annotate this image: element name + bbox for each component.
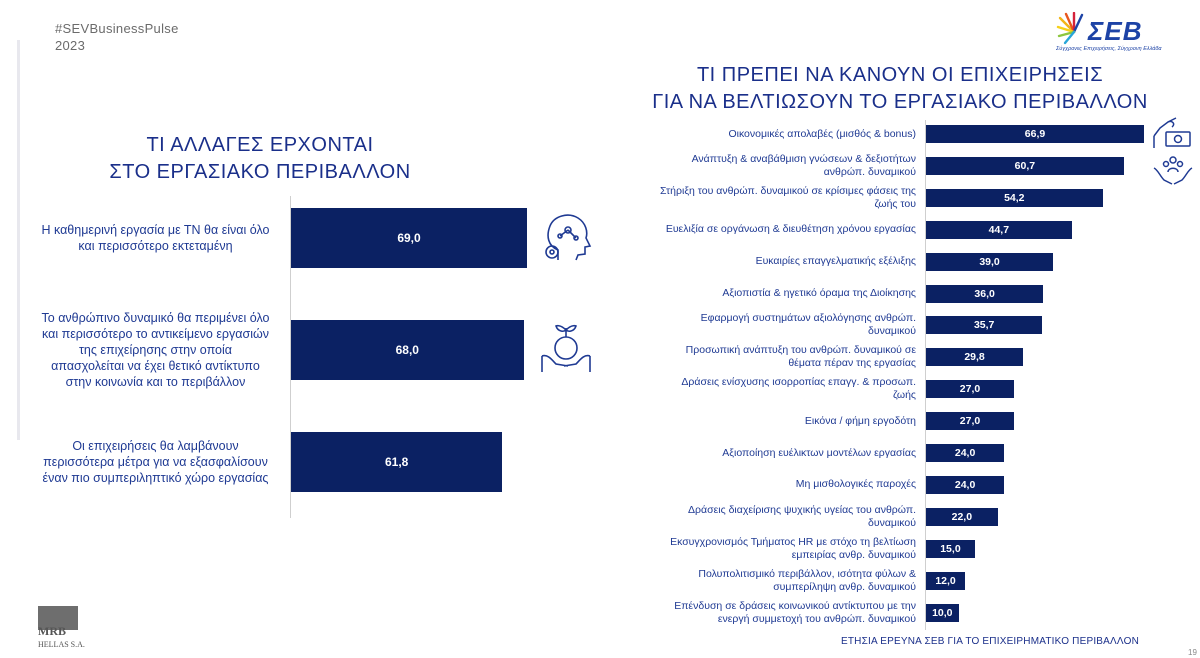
right-category-label-13 <box>641 536 916 562</box>
right-chart-title <box>620 62 1180 116</box>
right-bar-0 <box>926 125 1144 143</box>
left-category-line: Η καθημερινή εργασία με ΤΝ θα είναι όλο <box>41 223 270 237</box>
right-bar-5 <box>926 285 1043 303</box>
right-bar-value-9: 27,0 <box>959 415 981 428</box>
left-category-line: Οι επιχειρήσεις θα λαμβάνουν <box>72 439 239 453</box>
ai-head-icon <box>538 208 594 264</box>
right-category-label-1 <box>641 153 916 179</box>
right-category-line: Αξιοπιστία & ηγετικό όραμα της Διοίκησης <box>722 287 916 299</box>
right-category-line: Αξιοποίηση ευέλικτων μοντέλων εργασίας <box>722 446 916 459</box>
left-bar-1 <box>291 320 524 380</box>
left-category-line: της επιχείρησης στην οποία <box>78 343 232 357</box>
right-bar-value-0: 66,9 <box>1024 128 1046 140</box>
right-category-label-4 <box>641 255 916 268</box>
right-bar-9 <box>926 412 1014 430</box>
right-bar-15 <box>926 604 959 622</box>
hashtag-text: #SEVBusinessPulse <box>55 21 179 36</box>
right-category-line: Δράσεις διαχείρισης ψυχικής υγείας του ανθρώπ. <box>688 503 916 516</box>
left-bar-value-1: 68,0 <box>395 343 419 357</box>
right-bar-value-14: 12,0 <box>935 574 956 587</box>
right-category-line: Μη μισθολογικές παροχές <box>795 478 916 491</box>
right-category-label-5 <box>641 287 916 300</box>
left-category-label-0 <box>28 222 283 254</box>
right-category-line: εμπειρίας ανθρ. δυναμικού <box>791 548 916 561</box>
page-number: 19 <box>1188 648 1197 657</box>
right-category-line: Ανάπτυξη & αναβάθμιση γνώσεων & δεξιοτήτων <box>691 152 916 165</box>
year-text: 2023 <box>55 38 86 53</box>
right-category-label-0 <box>641 128 916 141</box>
right-bar-2 <box>926 189 1103 207</box>
sev-logo-tagline: Σύγχρονες Επιχειρήσεις, Σύγχρονη Ελλάδα <box>1056 46 1162 52</box>
right-bar-value-12: 22,0 <box>951 510 973 523</box>
left-category-line: και περισσότερο εκτεταμένη <box>78 239 233 253</box>
right-category-line: Εκσυγχρονισμός Τμήματος HR με στόχο τη βελτίωση <box>670 535 916 548</box>
plant-hands-icon <box>538 316 594 376</box>
right-bar-value-7: 29,8 <box>964 351 985 364</box>
right-category-line: Ευκαιρίες επαγγελματικής εξέλιξης <box>755 255 916 268</box>
right-bar-3 <box>926 221 1072 239</box>
left-bar-2 <box>291 432 502 492</box>
right-bar-value-10: 24,0 <box>954 447 976 459</box>
right-bar-value-5: 36,0 <box>974 287 995 300</box>
left-edge-bar <box>17 40 20 440</box>
people-hands-icon <box>1152 152 1194 188</box>
right-bar-value-2: 54,2 <box>1004 191 1025 204</box>
right-category-line: συμπερίληψη ανθρ. δυναμικού <box>773 580 916 593</box>
left-category-line: έναν πιο συμπεριληπτικό χώρο εργασίας <box>42 471 269 485</box>
right-bar-value-13: 15,0 <box>940 542 961 555</box>
right-title-line1: ΤΙ ΠΡΕΠΕΙ ΝΑ ΚΑΝΟΥΝ ΟΙ ΕΠΙΧΕΙΡΗΣΕΙΣ <box>696 64 1104 86</box>
left-chart-title <box>90 132 430 186</box>
right-bar-14 <box>926 572 965 590</box>
left-category-label-2 <box>28 438 283 486</box>
left-title-line2: ΣΤΟ ΕΡΓΑΣΙΑΚΟ ΠΕΡΙΒΑΛΛΟΝ <box>109 161 411 183</box>
left-category-line: Το ανθρώπινο δυναμικό θα περιμένει όλο <box>41 311 270 325</box>
right-category-label-2 <box>641 185 916 211</box>
right-category-line: Δράσεις ενίσχυσης ισορροπίας επαγγ. & προσωπ. <box>681 376 916 389</box>
right-bar-4 <box>926 253 1053 271</box>
right-category-line: Εφαρμογή συστημάτων αξιολόγησης ανθρώπ. <box>700 312 916 325</box>
right-category-line: Οικονομικές απολαβές (μισθός & bonus) <box>728 127 916 140</box>
mrb-logo-text: MRB <box>38 624 66 638</box>
hashtag-block <box>55 20 179 54</box>
right-category-label-6 <box>641 312 916 338</box>
right-category-line: Προσωπική ανάπτυξη του ανθρώπ. δυναμικού σε <box>685 344 916 357</box>
right-title-line2: ΓΙΑ ΝΑ ΒΕΛΤΙΩΣΟΥΝ ΤΟ ΕΡΓΑΣΙΑΚΟ ΠΕΡΙΒΑΛΛΟΝ <box>652 91 1148 113</box>
left-category-line: στην κοινωνία και το περιβάλλον <box>65 375 246 389</box>
right-category-label-8 <box>641 376 916 402</box>
money-hand-icon <box>1152 114 1194 150</box>
right-bar-1 <box>926 157 1124 175</box>
right-category-label-12 <box>641 504 916 530</box>
right-bar-7 <box>926 348 1023 366</box>
right-bar-value-6: 35,7 <box>973 319 995 332</box>
right-category-line: ανθρώπ. δυναμικού <box>823 165 916 178</box>
right-category-line: Επένδυση σε δράσεις κοινωνικού αντίκτυπου με την <box>674 599 916 612</box>
right-category-label-11 <box>641 478 916 491</box>
source-footer: ΕΤΗΣΙΑ ΕΡΕΥΝΑ ΣΕΒ ΓΙΑ ΤΟ ΕΠΙΧΕΙΡΗΜΑΤΙΚΟ ΠΕΡΙΒΑΛΛΟΝ <box>840 636 1139 647</box>
left-bar-value-2: 61,8 <box>385 455 409 469</box>
left-bar-0 <box>291 208 527 268</box>
right-category-line: ζωής <box>892 389 916 402</box>
right-category-line: ενεργή συμμετοχή του ανθρώπ. δυναμικού <box>717 612 916 625</box>
right-bar-12 <box>926 508 998 526</box>
right-category-line: Πολυπολιτισμικό περιβάλλον, ισότητα φύλων & <box>698 567 916 580</box>
right-bar-11 <box>926 476 1004 494</box>
left-category-label-1 <box>28 310 283 390</box>
right-category-line: δυναμικού <box>868 516 916 529</box>
right-category-line: ζωής του <box>874 197 916 210</box>
right-category-label-7 <box>641 344 916 370</box>
right-bar-13 <box>926 540 975 558</box>
right-category-line: Στήριξη του ανθρώπ. δυναμικού σε κρίσιμες φάσεις της <box>660 184 916 197</box>
right-bar-8 <box>926 380 1014 398</box>
right-category-line: δυναμικού <box>868 325 916 338</box>
right-bar-value-11: 24,0 <box>954 478 976 491</box>
right-category-label-10 <box>641 447 916 460</box>
right-bar-value-8: 27,0 <box>959 383 981 396</box>
left-category-line: απασχολείται να έχει θετικό αντίκτυπο <box>51 359 260 373</box>
left-category-line: περισσότερα μέτρα για να εξασφαλίσουν <box>43 455 268 469</box>
right-bar-value-3: 44,7 <box>988 223 1010 236</box>
right-bar-6 <box>926 316 1042 334</box>
right-bar-value-15: 10,0 <box>932 606 953 619</box>
right-category-label-9 <box>641 415 916 428</box>
right-bar-value-4: 39,0 <box>979 255 1000 268</box>
mrb-logo-sub: HELLAS S.A. <box>38 640 85 649</box>
right-category-line: θέματα πέραν της εργασίας <box>788 357 916 370</box>
left-title-line1: ΤΙ ΑΛΛΑΓΕΣ ΕΡΧΟΝΤΑΙ <box>146 134 374 156</box>
sev-logo-icon <box>1056 12 1092 46</box>
right-category-label-15 <box>641 600 916 626</box>
right-category-label-3 <box>641 223 916 236</box>
left-category-line: και περισσότερο το αντικείμενο εργασιών <box>42 327 269 341</box>
right-bar-10 <box>926 444 1004 462</box>
left-bar-value-0: 69,0 <box>397 231 421 245</box>
right-bar-value-1: 60,7 <box>1014 159 1036 172</box>
right-category-line: Εικόνα / φήμη εργοδότη <box>804 414 916 427</box>
right-category-line: Ευελιξία σε οργάνωση & διευθέτηση χρόνου εργασίας <box>665 223 916 236</box>
sev-logo-text: ΣΕΒ <box>1088 16 1143 46</box>
right-category-label-14 <box>641 568 916 594</box>
